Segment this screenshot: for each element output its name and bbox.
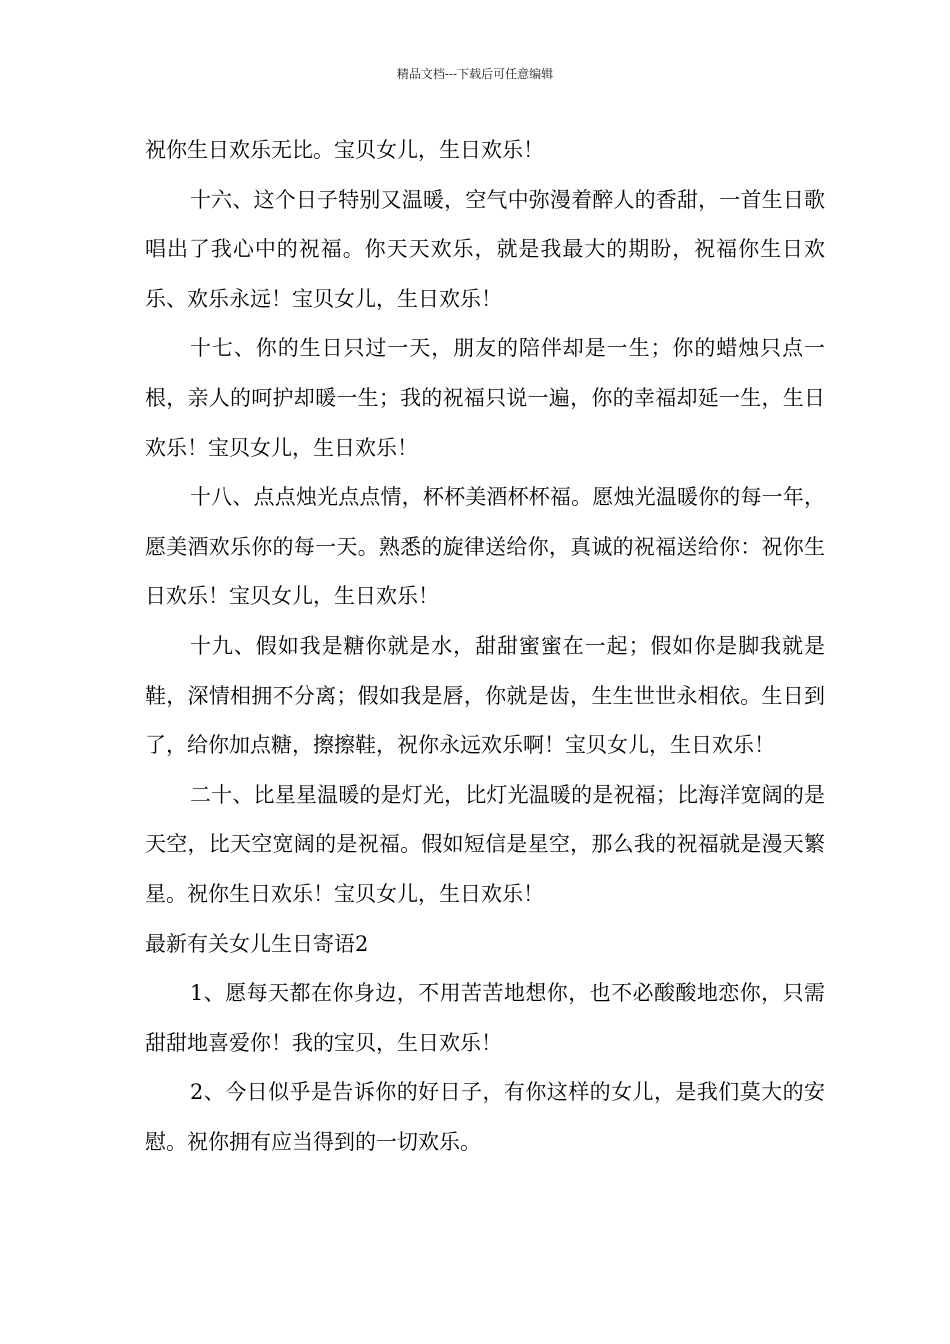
paragraph-item-19: 十九、假如我是糖你就是水，甜甜蜜蜜在一起；假如你是脚我就是鞋，深情相拥不分离；假如我是唇，你就是齿，生生世世永相依。生日到了，给你加点糖，擦擦鞋，祝你永远欢乐啊！宝贝女儿，生日欢乐！ <box>145 633 825 758</box>
paragraph-item-17: 十七、你的生日只过一天，朋友的陪伴却是一生；你的蜡烛只点一根，亲人的呵护却暖一生；我的祝福只说一遍，你的幸福却延一生，生日欢乐！宝贝女儿，生日欢乐！ <box>145 336 825 460</box>
page-header: 精品文档---下载后可任意编辑 <box>396 67 554 81</box>
paragraph-item-16: 十六、这个日子特别又温暖，空气中弥漫着醉人的香甜，一首生日歌唱出了我心中的祝福。你天天欢乐，就是我最大的期盼，祝福你生日欢乐、欢乐永远！宝贝女儿，生日欢乐！ <box>145 187 825 311</box>
paragraph-item-1: 1、愿每天都在你身边，不用苦苦地想你，也不必酸酸地恋你，只需甜甜地喜爱你！我的宝贝，生日欢乐！ <box>145 981 825 1055</box>
document-body <box>145 126 825 1167</box>
paragraph-continuation: 祝你生日欢乐无比。宝贝女儿，生日欢乐！ <box>145 138 544 162</box>
paragraph-item-2: 2、今日似乎是告诉你的好日子，有你这样的女儿，是我们莫大的安慰。祝你拥有应当得到的一切欢乐。 <box>145 1080 825 1154</box>
paragraph-item-20: 二十、比星星温暖的是灯光，比灯光温暖的是祝福；比海洋宽阔的是天空，比天空宽阔的是祝福。假如短信是星空，那么我的祝福就是漫天繁星。祝你生日欢乐！宝贝女儿，生日欢乐！ <box>145 782 825 906</box>
section-title: 最新有关女儿生日寄语2 <box>145 931 369 956</box>
paragraph-item-18: 十八、点点烛光点点情，杯杯美酒杯杯福。愿烛光温暖你的每一年，愿美酒欢乐你的每一天。熟悉的旋律送给你，真诚的祝福送给你：祝你生日欢乐！宝贝女儿，生日欢乐！ <box>145 485 825 609</box>
